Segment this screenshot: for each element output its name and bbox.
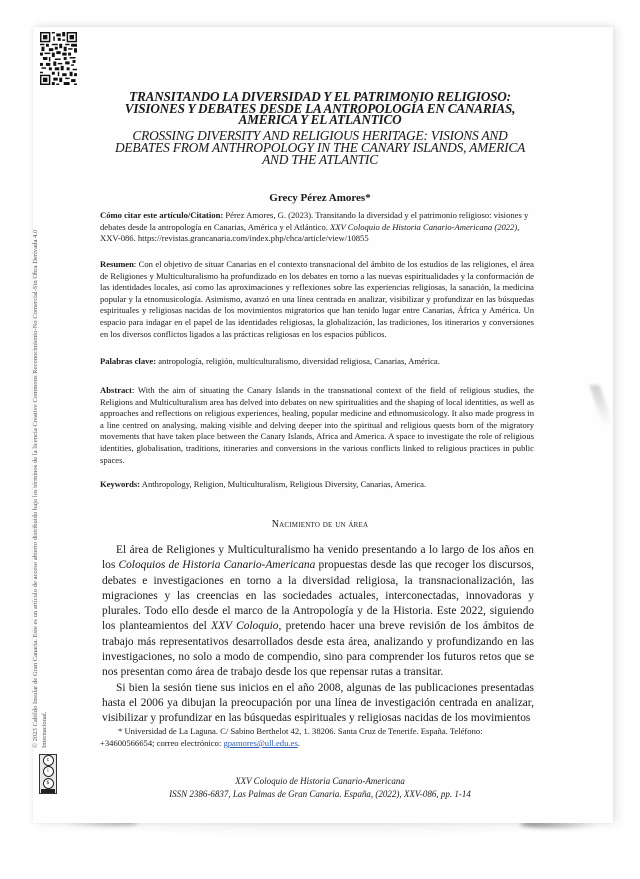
abstract-text: : With the aim of situating the Canary Islands in the transnational context of the field of religious studies, the Religions and Multiculturalism area has delved into debates on new spiritualities and the shaping of local identities, as well as approaches and reflections on religious experiences, healing, popular medicine and ethnomusicology. It also made progress in a line centred on analysing, making visible and delving deeper into the spiritual and religious quests born of the migratory movements that have taken place between the Canary Islands, Africa and America. A space to investigate the role of religious identities, globalisation, traditions, itineraries and conversions in the various conflicts linked to religious practices in public spaces. (100, 385, 534, 465)
keywords (100, 479, 534, 491)
palabras-clave (100, 356, 534, 368)
keywords-label: Keywords: (100, 479, 141, 489)
title-es-line-2: VISIONES Y DEBATES DESDE LA ANTROPOLOGÍA EN CANARIAS, (124, 100, 516, 116)
abstract-label: Abstract (100, 385, 132, 395)
title-en-line-3: AND THE ATLANTIC (262, 151, 378, 167)
citation (100, 210, 534, 245)
citation-url: , XXV-086. https://revistas.grancanaria.com/index.php/chca/article/view/10855 (100, 221, 520, 244)
body-text (102, 543, 534, 727)
palabras-clave-label: Palabras clave: (100, 356, 157, 366)
resumen-label: Resumen (100, 259, 134, 269)
title-es-line-3: AMÉRICA Y EL ATLÁNTICO (238, 112, 402, 127)
title-es-line-1: TRANSITANDO LA DIVERSIDAD Y EL PATRIMONIO RELIGIOSO: (129, 89, 511, 104)
resumen-text: : Con el objetivo de situar Canarias en el contexto transnacional del ámbito de los estudios de las religiones, el área de Religiones y Multiculturalismo ha profundizado en los debates en torno a las nuevas espiritualidades y la conformación de las identidades locales, así como las aproximaciones y reflexiones sobre las experiencias religiosas, la sanación, la medicina popular y la etnomusicología. Asimismo, avanzó en una línea centrada en analizar, visibilizar y profundizar en las búsquedas espirituales y religiosas nacidas de los movimientos migratorios que han tenido lugar entre Canarias, África y América. Un espacio para indagar en el papel de las identidades religiosas, la globalización, las tradiciones, los itinerarios y conversiones en los diversos conflictos ligados a las prácticas religiosas en los espacios públicos. (100, 259, 534, 339)
body-paragraph-2: Si bien la sesión tiene sus inicios en el año 2008, algunas de las publicaciones presentadas hasta el 2006 ya dibujan la preocupación por una línea de investigación centrada en analizar, visibilizar y profundizar en las búsquedas espirituales y religiosas nacidas de los movimientos (102, 681, 534, 725)
email-link[interactable]: gpamores@ull.edu.es (223, 738, 298, 748)
footnote-mark: * (118, 726, 123, 736)
citation-text: Pérez Amores, G. (2023). Transitando la diversidad y el patrimonio religioso: visiones y debates desde la antropología en Canarias, América y el Atlántico. (100, 210, 529, 232)
citation-journal: XXV Coloquio de Historia Canario-Americana (2022) (330, 221, 518, 232)
abstract (100, 385, 534, 466)
keywords-text: Anthropology, Religion, Multiculturalism, Religious Diversity, Canarias, America. (140, 479, 427, 489)
resumen (100, 259, 534, 340)
title-spanish (100, 91, 540, 126)
creative-commons-badge-icon (39, 754, 57, 794)
body-text-run: El área de Religiones y Multiculturalismo ha venido presentando a lo largo de los años en los (102, 544, 534, 572)
author-name: Grecy Pérez Amores* (269, 192, 371, 204)
footnote-end: . (297, 738, 300, 748)
body-text-run: propuestas desde las que recoger los discursos, debates e investigaciones en torno a la diversidad religiosa, la transnacionalización, las migraciones y las creencias en las sociedades actuales, interconectadas, innovadoras y plurales. Todo ello desde el marco de la Antropología y de la Historia. Este 2022, siguiendo los planteamientos del (102, 559, 535, 633)
title-en-line-1: CROSSING DIVERSITY AND RELIGIOUS HERITAGE: VISIONS AND (132, 128, 508, 143)
footer-line-2: ISSN 2386-6837, Las Palmas de Gran Canaria. España, (2022), XXV-086, pp. 1-14 (169, 789, 471, 799)
license-bar (41, 789, 55, 793)
footer-line-1: XXV Coloquio de Historia Canario-Americana (235, 776, 405, 786)
qr-code-icon (40, 32, 77, 85)
body-italic-run: Coloquios de Historia Canario-Americana (118, 559, 316, 572)
title-english (100, 130, 540, 165)
nc-icon: $ (43, 778, 54, 789)
body-text-run: , pretendo hacer una breve revisión de los ámbitos de trabajo más representativos desarrollados desde esta área, analizando y profundizando en las investigaciones, no solo a modo de compendio, sino para comprender los futuros retos que se nos presentan como área de trabajo desde los que repensar rutas a transitar. (102, 620, 534, 679)
body-italic-run: XXV Coloquio (211, 620, 279, 633)
title-en-line-2: DEBATES FROM ANTHROPOLOGY IN THE CANARY ISLANDS, AMERICA (114, 139, 526, 155)
cc-icon: c (43, 755, 54, 766)
body-paragraph-1 (102, 543, 534, 681)
section-heading: Nacimiento de un área (271, 519, 369, 530)
by-icon: i (43, 766, 54, 777)
license-sidebar (31, 133, 55, 748)
license-line-2: Internacional. (41, 711, 48, 748)
license-line-1: © 2023 Cabildo Insular de Gran Canaria. Este es un artículo de acceso abierto distribuido bajo los términos de la licencia Creative Commons Reconocimiento-No Comercial-Sin Obra Derivada 4.0 (32, 229, 39, 748)
citation-label: Cómo citar este artículo/Citation: (100, 210, 224, 220)
palabras-clave-text: antropología, religión, multiculturalismo, diversidad religiosa, Canarias, América. (156, 356, 440, 366)
footnote-text: Universidad de La Laguna. C/ Sabino Berthelot 42, 1. 38206. Santa Cruz de Tenerife. España. Teléfono: +34600566654; correo electrónico: (100, 726, 483, 748)
footnote (100, 725, 534, 749)
page-footer (100, 775, 540, 801)
